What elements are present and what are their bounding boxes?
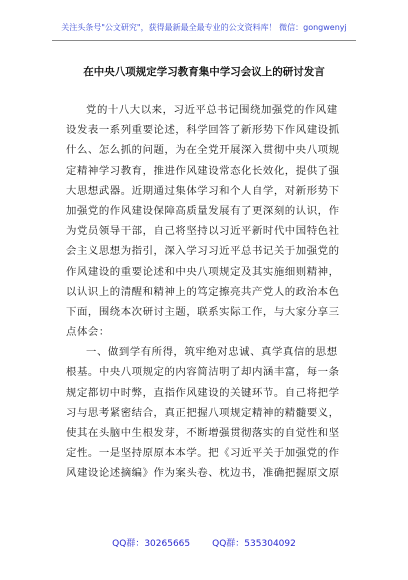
body-line: 党的十八大以来，习近平总书记围绕加强党的作风建 <box>86 104 338 116</box>
body-line: 下面，围绕本次研讨主题，联系实际工作，与大家分享三 <box>66 305 340 318</box>
header-divider <box>52 40 356 41</box>
body-line: 为党员领导干部，自己将坚持以习近平新时代中国特色社 <box>66 225 340 238</box>
body-line: 加强党的作风建设保障高质量发展有了更深刻的认识，作 <box>66 204 340 217</box>
body-line: 定精神学习教育，推进作风建设常态化长效化，提供了强 <box>66 164 340 177</box>
footer-qq-group-2: QQ群：535304092 <box>212 539 296 549</box>
body-line: 什么、怎么抓的问题，为在全党开展深入贯彻中央八项规 <box>66 144 340 157</box>
document-body <box>66 100 344 484</box>
body-line: 以认识上的清醒和精神上的笃定擦亮共产党人的政治本色 <box>66 285 340 298</box>
body-line: 点体会： <box>66 326 110 339</box>
body-line: 会主义思想为指引，深入学习习近平总书记关于加强党的 <box>66 245 340 258</box>
document-title: 在中央八项规定学习教育集中学习会议上的研讨发言 <box>83 66 325 78</box>
header-banner: 关注头条号"公文研究"，获得最新最全最专业的公文资料库！ 微信：gongwenyj <box>61 23 347 32</box>
body-line: 大思想武器。近期通过集体学习和个人自学，对新形势下 <box>66 184 340 197</box>
body-line: 根基。中央八项规定的内容简洁明了却内涵丰富，每一条 <box>66 366 340 379</box>
body-line: 一、做到学有所得，筑牢绝对忠诚、真学真信的思想 <box>86 346 338 359</box>
body-line: 使其在头脑中生根发芽，不断增强贯彻落实的自觉性和坚 <box>66 427 340 439</box>
body-line: 作风建设的重要论述和中央八项规定及其实施细则精神， <box>66 265 340 278</box>
body-line: 设发表一系列重要论述，科学回答了新形势下作风建设抓 <box>66 124 340 137</box>
body-line: 风建设论述摘编》作为案头卷、枕边书，准确把握原文原 <box>66 467 340 480</box>
footer <box>0 536 408 549</box>
footer-qq-group-1: QQ群：30265665 <box>112 539 191 549</box>
body-line: 习与思考紧密结合，真正把握八项规定精神的精髓要义， <box>66 406 340 419</box>
body-line: 规定都切中时弊，直指作风建设的关键环节。自己将把学 <box>66 386 340 399</box>
body-line: 定性。一是坚持原原本本学。把《习近平关于加强党的作 <box>66 447 340 460</box>
